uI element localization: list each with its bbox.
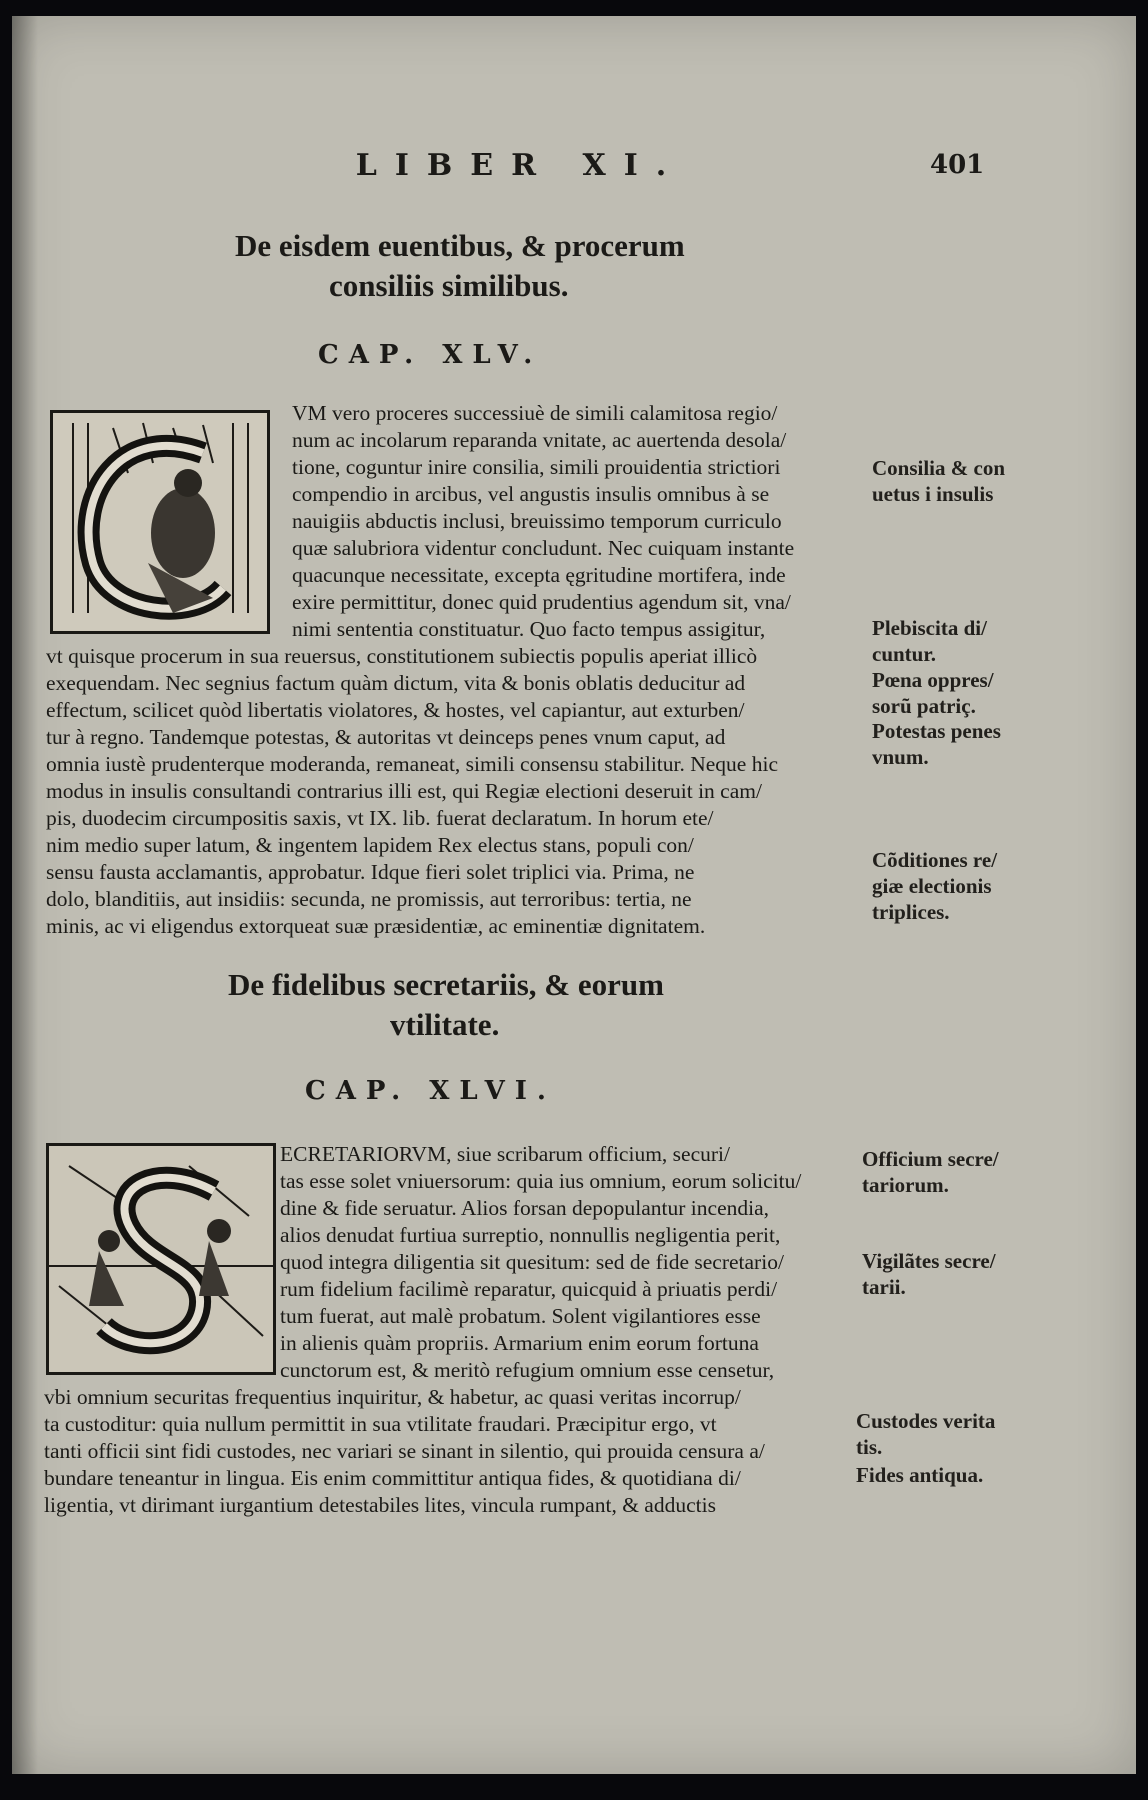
text-line: quacunque necessitate, excepta ęgritudine mortifera, inde — [292, 563, 786, 587]
text-line: omnia iustè prudenterque moderanda, remaneat, simili consensu stabilitur. Neque hic — [46, 752, 778, 776]
text-line: VM vero proceres successiuè de simili calamitosa regio/ — [292, 401, 778, 425]
chapter-46-title — [228, 965, 664, 1045]
text-line: exequendam. Nec segnius factum quàm dictum, vita & bonis oblatis deducitur ad — [46, 671, 746, 695]
page-number: 401 — [930, 150, 985, 180]
text-line: bundare teneantur in lingua. Eis enim committitur antiqua fides, & quotidiana di/ — [44, 1466, 741, 1490]
text-line: vbi omnium securitas frequentius inquiritur, & habetur, ac quasi veritas incorrup/ — [44, 1385, 741, 1409]
text-line: alios denudat furtiua surreptio, nonnullis negligentia perit, — [280, 1223, 781, 1247]
text-line: tione, coguntur inire consilia, simili prouidentia strictiori — [292, 455, 781, 479]
marginal-note: Fides antiqua. — [856, 1463, 984, 1487]
marginal-note: Consilia & con uetus i insulis — [872, 456, 1006, 506]
chapter-46-number: CAP. XLVI. — [305, 1076, 556, 1106]
chapter-45-text-narrow — [292, 400, 847, 643]
marginal-note: Officium secre/ tariorum. — [862, 1147, 999, 1197]
text-line: ta custoditur: quia nullum permittit in sua vtilitate fraudari. Præcipitur ergo, vt — [44, 1412, 717, 1436]
marginal-note: Cõditiones re/ giæ electionis triplices. — [872, 848, 998, 924]
chapter-46-text-wide — [44, 1384, 852, 1519]
marginal-note: Custodes verita tis. — [856, 1409, 996, 1459]
text-line: ECRETARIORVM, siue scribarum officium, securi/ — [280, 1142, 730, 1166]
text-line: tas esse solet vniuersorum: quia ius omnium, eorum solicitu/ — [280, 1169, 802, 1193]
chapter-46-title-line: De fidelibus secretariis, & eorum — [228, 967, 664, 1002]
text-line: num ac incolarum reparanda vnitate, ac auertenda desola/ — [292, 428, 787, 452]
text-line: exire permittitur, donec quid prudentius agendum sit, vna/ — [292, 590, 791, 614]
text-line: rum fidelium facilimè reparatur, quicquid à priuatis perdi/ — [280, 1277, 778, 1301]
text-line: tur à regno. Tandemque potestas, & autoritas vt deinceps penes vnum caput, ad — [46, 725, 726, 749]
chapter-45-number: CAP. XLV. — [318, 340, 543, 370]
text-line: effectum, scilicet quòd libertatis violatores, & hostes, vel capiantur, aut exturben/ — [46, 698, 745, 722]
text-line: nimi sententia constituatur. Quo facto tempus assigitur, — [292, 617, 766, 641]
text-line: in alienis quàm propriis. Armarium enim eorum fortuna — [280, 1331, 759, 1355]
marginal-note: Pœna oppres/ sorũ patriç. — [872, 668, 994, 718]
text-line: tum fuerat, aut malè probatum. Solent vigilantiores esse — [280, 1304, 761, 1328]
text-line: compendio in arcibus, vel angustis insulis omnibus à se — [292, 482, 770, 506]
chapter-45-text-wide — [46, 643, 852, 940]
text-line: pis, duodecim circumpositis saxis, vt IX. lib. fuerat declaratum. In horum ete/ — [46, 806, 714, 830]
text-line: quæ salubriora videntur concludunt. Nec cuiquam instante — [292, 536, 795, 560]
text-line: sensu fausta acclamantis, approbatur. Idque fieri solet triplici via. Prima, ne — [46, 860, 695, 884]
text-line: dine & fide seruatur. Alios forsan depopulantur incendia, — [280, 1196, 769, 1220]
text-line: tanti officii sint fidi custodes, nec variari se sinant in silentio, qui prouida censura a/ — [44, 1439, 765, 1463]
woodcut-initial-s — [46, 1143, 276, 1375]
woodcut-initial-c — [50, 410, 270, 634]
marginal-note: Vigilãtes secre/ tarii. — [862, 1249, 996, 1299]
chapter-46-text-narrow — [280, 1141, 845, 1384]
running-title: LIBER XI. — [355, 148, 685, 183]
text-line: quod integra diligentia sit quesitum: sed de fide secretario/ — [280, 1250, 784, 1274]
text-line: nauigiis abductis inclusi, breuissimo temporum curriculo — [292, 509, 782, 533]
text-line: cunctorum est, & meritò refugium omnium esse censetur, — [280, 1358, 775, 1382]
text-line: modus in insulis consultandi contrarius illi est, qui Regiæ electioni deseruit in cam/ — [46, 779, 762, 803]
chapter-45-title-line: consiliis similibus. — [329, 268, 569, 303]
chapter-45-title-line: De eisdem euentibus, & procerum — [235, 228, 685, 263]
chapter-45-title — [235, 226, 685, 306]
woodcut-s-illustration — [49, 1146, 273, 1372]
text-line: ligentia, vt dirimant iurgantium detestabiles lites, vincula rumpant, & adductis — [44, 1493, 716, 1517]
marginal-note: Plebiscita di/ cuntur. — [872, 616, 987, 666]
marginal-note: Potestas penes vnum. — [872, 719, 1001, 769]
text-line: minis, ac vi eligendus extorqueat suæ præsidentiæ, ac eminentiæ dignitatem. — [46, 914, 706, 938]
chapter-46-title-line: vtilitate. — [390, 1007, 500, 1042]
gutter-shadow — [12, 16, 38, 1774]
text-line: nim medio super latum, & ingentem lapidem Rex electus stans, populi con/ — [46, 833, 694, 857]
text-line: dolo, blanditiis, aut insidiis: secunda, ne promissis, aut terroribus: tertia, ne — [46, 887, 692, 911]
woodcut-c-illustration — [53, 413, 267, 631]
text-line: vt quisque procerum in sua reuersus, constitutionem subiectis populis aperiat illicò — [46, 644, 758, 668]
